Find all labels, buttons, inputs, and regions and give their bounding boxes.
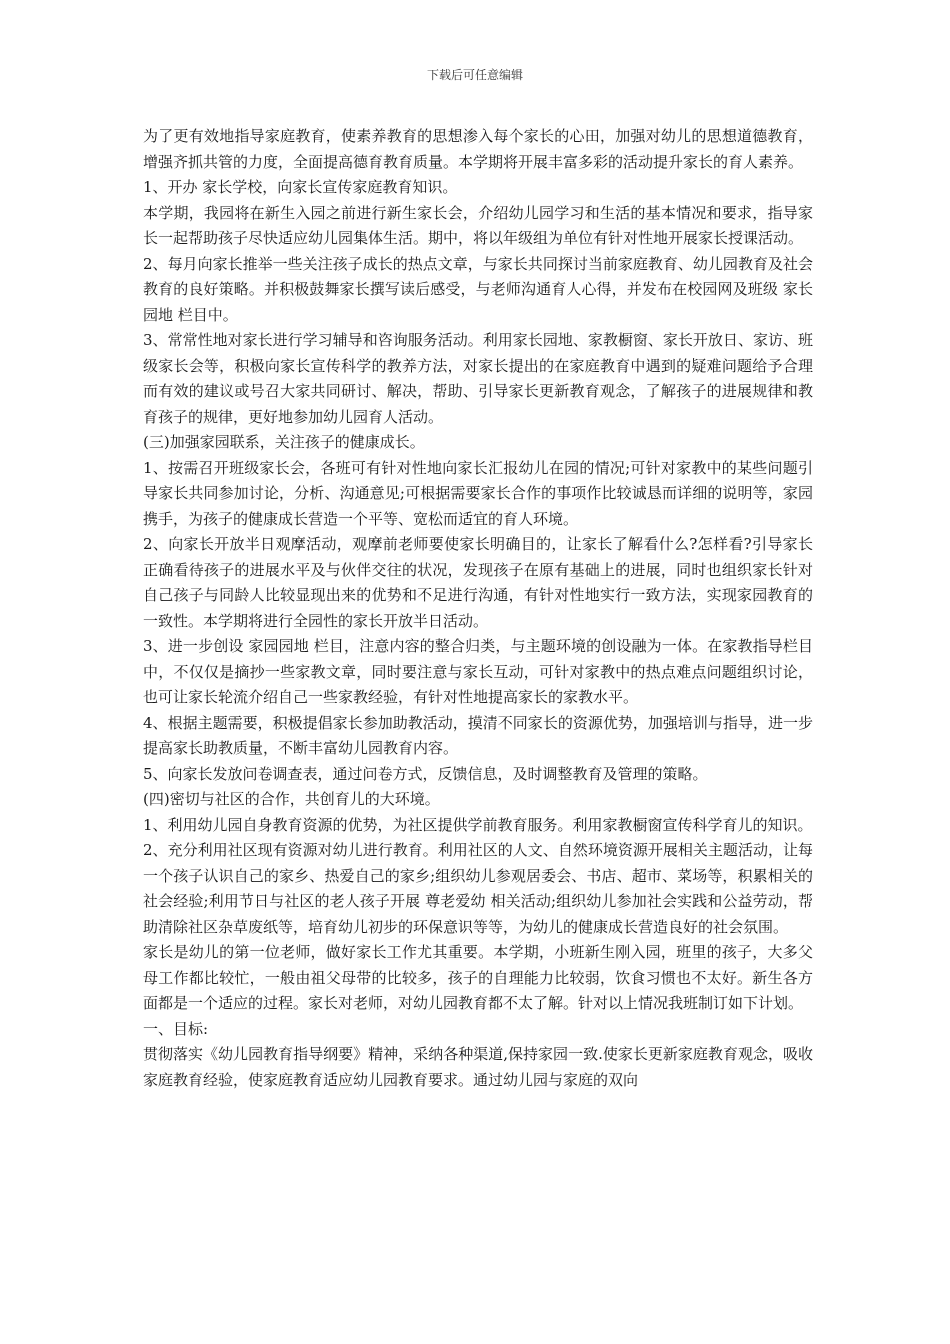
paragraph-community-resources: 2、充分利用社区现有资源对幼儿进行教育。利用社区的人文、自然环境资源开展相关主题活动，让每一个孩子认识自己的家乡、热爱自己的家乡;组织幼儿参观居委会、书店、超市、菜场等，积累相关的社会经验;利用节日与社区的老人孩子开展 尊老爱幼 相关活动;组织幼儿参加社会实践和公益劳动，帮助清除社区杂草废纸等，培育幼儿初步的环保意识等等，为幼儿的健康成长营造良好的社会氛围。 bbox=[143, 841, 813, 936]
paragraph-item-2-articles: 2、每月向家长推举一些关注孩子成长的热点文章，与家长共同探讨当前家庭教育、幼儿园教育及社会教育的良好策略。并积极鼓舞家长撰写读后感受，与老师沟通育人心得，并发布在校园网及班级 家长园地 栏目中。 bbox=[143, 254, 813, 324]
paragraph-home-garden: 3、进一步创设 家园园地 栏目，注意内容的整合归类，与主题环境的创设融为一体。在家教指导栏目中，不仅仅是摘抄一些家教文章，同时要注意与家长互动，可针对家教中的热点难点问题组织讨论，也可让家长轮流介绍自己一些家教经验，有针对性地提高家长的家教水平。 bbox=[143, 637, 813, 706]
paragraph-goals: 贯彻落实《幼儿园教育指导纲要》精神，采纳各种渠道,保持家园一致.使家长更新家庭教育观念，吸收家庭教育经验，使家庭教育适应幼儿园教育要求。通过幼儿园与家庭的双向 bbox=[143, 1045, 813, 1089]
paragraph-item-3-guidance: 3、常常性地对家长进行学习辅导和咨询服务活动。利用家长园地、家教橱窗、家长开放日、家访、班级家长会等，积极向家长宣传科学的教养方法，对家长提出的在家庭教育中遇到的疑难问题给予合理而有效的建议或号召大家共同研讨、解决，帮助、引导家长更新教育观念，了解孩子的进展规律和教育孩子的规律，更好地参加幼儿园育人活动。 bbox=[143, 331, 813, 426]
section-heading-3: (三)加强家园联系，关注孩子的健康成长。 bbox=[143, 433, 425, 451]
section-heading-4: (四)密切与社区的合作，共创育儿的大环境。 bbox=[143, 790, 440, 808]
paragraph-intro: 为了更有效地指导家庭教育，使素养教育的思想渗入每个家长的心田，加强对幼儿的思想道德教育，增强齐抓共管的力度，全面提高德育教育质量。本学期将开展丰富多彩的活动提升家长的育人素养。 bbox=[143, 127, 813, 171]
paragraph-open-day: 2、向家长开放半日观摩活动，观摩前老师要使家长明确目的，让家长了解看什么?怎样看?引导家长正确看待孩子的进展水平及与伙伴交往的状况，发现孩子在原有基础上的进展，同时也组织家长针对自己孩子与同龄人比较显现出来的优势和不足进行沟通，有针对性地实行一致方法，实现家园教育的一致性。本学期将进行全园性的家长开放半日活动。 bbox=[143, 535, 813, 630]
paragraph-class-situation: 家长是幼儿的第一位老师，做好家长工作尤其重要。本学期，小班新生刚入园，班里的孩子，大多父母工作都比较忙，一般由祖父母带的比较多，孩子的自理能力比较弱，饮食习惯也不太好。新生各方面都是一个适应的过程。家长对老师，对幼儿园教育都不太了解。针对以上情况我班制订如下计划。 bbox=[143, 943, 813, 1012]
paragraph-item-1-parent-school: 1、开办 家长学校，向家长宣传家庭教育知识。 bbox=[143, 178, 458, 196]
paragraph-teaching-assist: 4、根据主题需要，积极提倡家长参加助教活动，摸清不同家长的资源优势，加强培训与指导，进一步提高家长助教质量，不断丰富幼儿园教育内容。 bbox=[143, 713, 813, 757]
section-heading-goals: 一、目标: bbox=[143, 1019, 209, 1038]
document-body bbox=[143, 124, 813, 1093]
paragraph-community-service: 1、利用幼儿园自身教育资源的优势，为社区提供学前教育服务。利用家教橱窗宣传科学育儿的知识。 bbox=[143, 815, 813, 834]
page-header: 下载后可任意编辑 bbox=[426, 68, 523, 82]
paragraph-parent-meeting: 1、按需召开班级家长会，各班可有针对性地向家长汇报幼儿在园的情况;可针对家教中的某些问题引导家长共同参加讨论，分析、沟通意见;可根据需要家长合作的事项作比较诚恳而详细的说明等，家园携手，为孩子的健康成长营造一个平等、宽松而适宜的育人环境。 bbox=[143, 458, 813, 528]
paragraph-semester-plan: 本学期，我园将在新生入园之前进行新生家长会，介绍幼儿园学习和生活的基本情况和要求，指导家长一起帮助孩子尽快适应幼儿园集体生活。期中，将以年级组为单位有针对性地开展家长授课活动。 bbox=[143, 203, 813, 247]
paragraph-questionnaire: 5、向家长发放问卷调查表，通过问卷方式，反馈信息，及时调整教育及管理的策略。 bbox=[143, 764, 708, 783]
